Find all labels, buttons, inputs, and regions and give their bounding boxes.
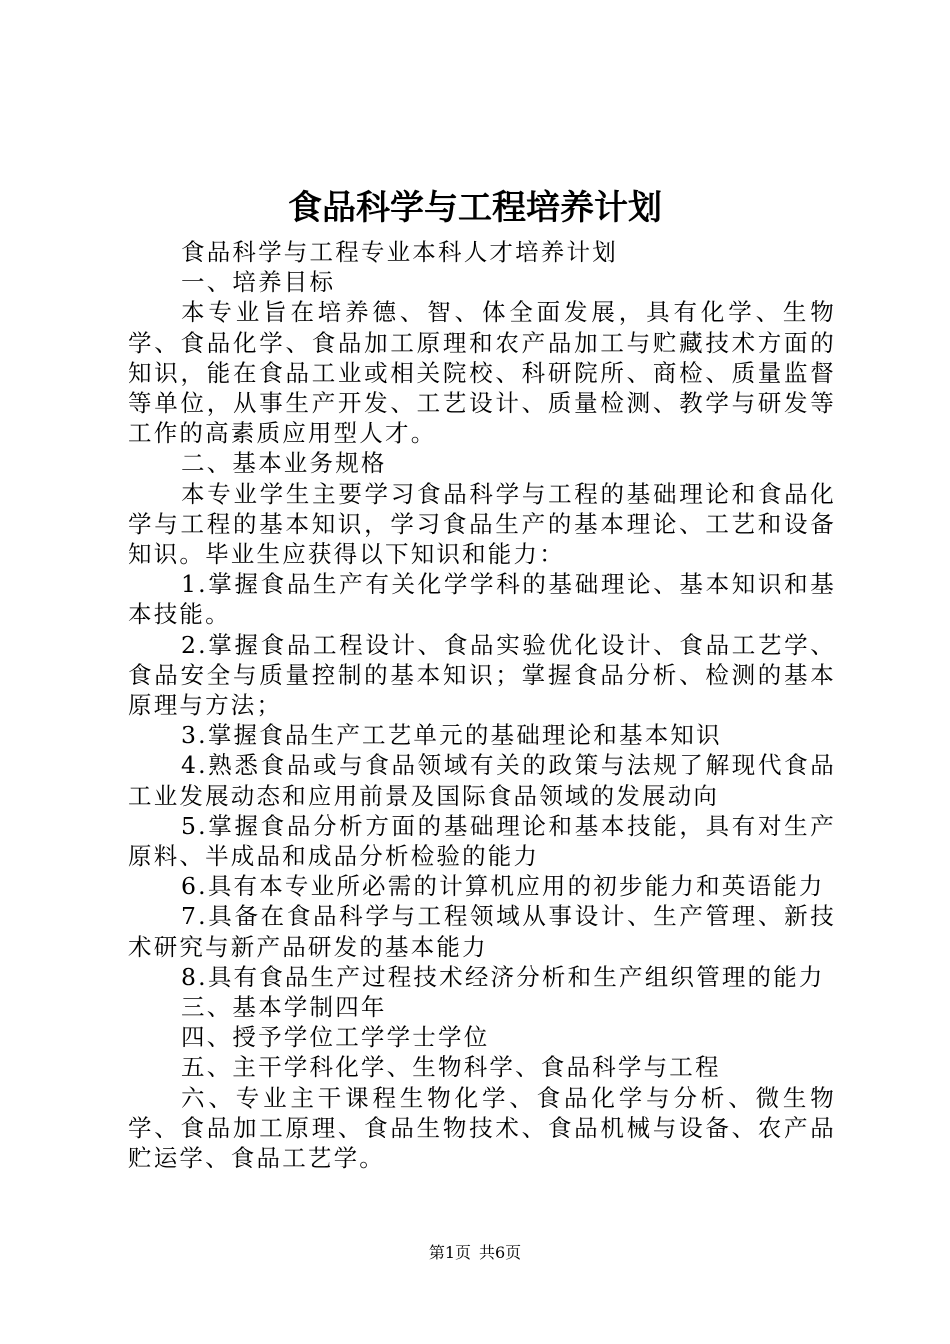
section-main-disciplines: 五、主干学科化学、生物科学、食品科学与工程	[181, 1053, 721, 1082]
document-title: 食品科学与工程培养计划	[288, 188, 662, 228]
page-number: 第1页	[428, 1243, 471, 1262]
section-heading-objectives: 一、培养目标	[181, 268, 336, 297]
list-item-4: 4.熟悉食品或与食品领域有关的政策与法规了解现代食品工业发展动态和应用前景及国际食品领域的发展动向	[128, 751, 836, 810]
page-total: 共6页	[479, 1243, 522, 1262]
list-item-3: 3.掌握食品生产工艺单元的基础理论和基本知识	[181, 721, 722, 750]
section-degree: 四、授予学位工学学士学位	[181, 1023, 490, 1052]
list-item-2: 2.掌握食品工程设计、食品实验优化设计、食品工艺学、食品安全与质量控制的基本知识；掌握食品分析、检测的基本原理与方法；	[128, 630, 836, 720]
list-item-8: 8.具有食品生产过程技术经济分析和生产组织管理的能力	[181, 962, 825, 991]
document-body	[128, 237, 836, 1173]
page-footer	[0, 1241, 950, 1265]
paragraph-objectives: 本专业旨在培养德、智、体全面发展，具有化学、生物学、食品化学、食品加工原理和农产品加工与贮藏技术方面的知识，能在食品工业或相关院校、科研院所、商检、质量监督等单位，从事生产开发、工艺设计、质量检测、教学与研发等工作的高素质应用型人才。	[128, 298, 836, 448]
list-item-1: 1.掌握食品生产有关化学学科的基础理论、基本知识和基本技能。	[128, 570, 836, 629]
list-item-5: 5.掌握食品分析方面的基础理论和基本技能，具有对生产原料、半成品和成品分析检验的能力	[128, 811, 836, 871]
section-main-courses: 六、专业主干课程生物化学、食品化学与分析、微生物学、食品加工原理、食品生物技术、食品机械与设备、农产品贮运学、食品工艺学。	[128, 1083, 836, 1173]
list-item-7: 7.具备在食品科学与工程领域从事设计、生产管理、新技术研究与新产品研发的基本能力	[128, 902, 836, 961]
section-heading-requirements: 二、基本业务规格	[181, 449, 387, 478]
section-duration: 三、基本学制四年	[181, 993, 387, 1022]
paragraph-requirements: 本专业学生主要学习食品科学与工程的基础理论和食品化学与工程的基本知识，学习食品生产的基本理论、工艺和设备知识。毕业生应获得以下知识和能力：	[128, 479, 836, 569]
paragraph-subtitle: 食品科学与工程专业本科人才培养计划	[181, 238, 618, 266]
list-item-6: 6.具有本专业所必需的计算机应用的初步能力和英语能力	[181, 872, 825, 901]
